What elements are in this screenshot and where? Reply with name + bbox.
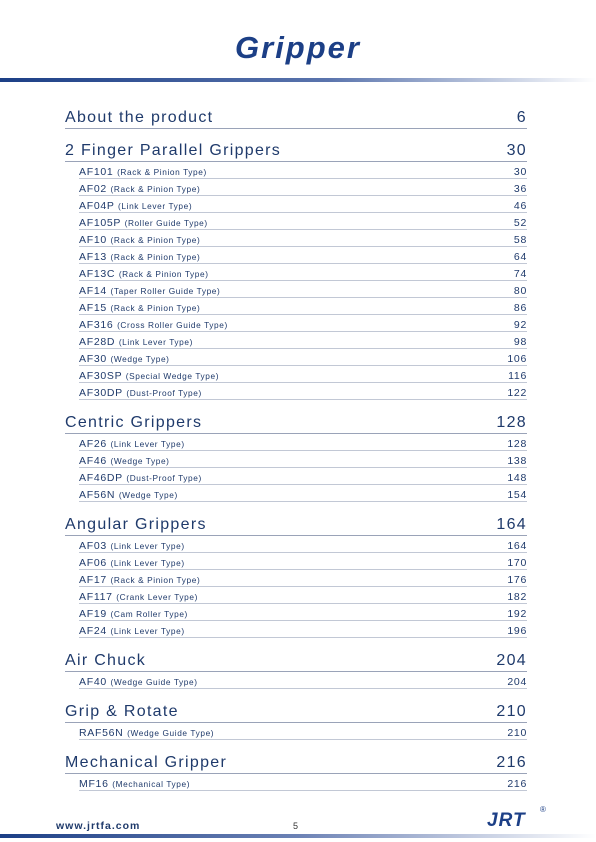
item-label <box>79 557 185 569</box>
item-page: 164 <box>507 540 527 552</box>
item-label <box>79 574 200 586</box>
item-type: (Cross Roller Guide Type) <box>117 320 228 330</box>
toc-item[interactable] <box>79 723 527 740</box>
item-code: AF14 <box>79 285 107 297</box>
item-page: 154 <box>507 489 527 501</box>
toc-section-heading[interactable] <box>65 105 527 129</box>
item-page: 58 <box>513 234 527 246</box>
item-page: 106 <box>507 353 527 365</box>
footer-gradient-bar <box>0 834 596 838</box>
item-type: (Link Lever Type) <box>110 541 185 551</box>
item-page: 80 <box>513 285 527 297</box>
item-label <box>79 489 178 501</box>
item-page: 128 <box>507 438 527 450</box>
item-type: (Rack & Pinion Type) <box>110 303 201 313</box>
item-page: 30 <box>513 166 527 178</box>
section-name: Centric Grippers <box>65 414 203 431</box>
item-code: AF13C <box>79 268 116 280</box>
item-label <box>79 778 190 790</box>
item-label <box>79 727 214 739</box>
item-code: AF30 <box>79 353 107 365</box>
item-code: AF13 <box>79 251 107 263</box>
item-code: AF30DP <box>79 387 123 399</box>
section-page: 164 <box>496 516 527 533</box>
toc-section <box>65 699 527 740</box>
toc-item[interactable] <box>79 298 527 315</box>
item-code: AF19 <box>79 608 107 620</box>
item-type: (Rack & Pinion Type) <box>117 167 207 177</box>
item-type: (Wedge Type) <box>110 354 170 364</box>
item-code: AF316 <box>79 319 114 331</box>
item-code: AF24 <box>79 625 107 637</box>
toc-item[interactable] <box>79 332 527 349</box>
item-code: AF28D <box>79 336 116 348</box>
toc-section <box>65 512 527 638</box>
registered-mark: ® <box>540 805 546 814</box>
item-code: AF06 <box>79 557 107 569</box>
item-page: 98 <box>513 336 527 348</box>
toc-section <box>65 410 527 502</box>
item-type: (Link Lever Type) <box>118 337 193 347</box>
item-type: (Taper Roller Guide Type) <box>110 286 221 296</box>
item-page: 122 <box>507 387 527 399</box>
section-page: 210 <box>496 703 527 720</box>
item-code: AF15 <box>79 302 107 314</box>
section-name: Grip & Rotate <box>65 703 179 720</box>
toc-item[interactable] <box>79 196 527 213</box>
section-page: 6 <box>516 109 527 126</box>
section-page: 128 <box>496 414 527 431</box>
item-label <box>79 455 170 467</box>
item-type: (Wedge Guide Type) <box>127 728 215 738</box>
item-code: AF101 <box>79 166 114 178</box>
jrt-logo: JRT <box>487 810 526 831</box>
toc-item[interactable] <box>79 672 527 689</box>
item-page: 52 <box>513 217 527 229</box>
item-label <box>79 625 185 637</box>
item-page: 182 <box>507 591 527 603</box>
toc-section-heading[interactable] <box>65 512 527 536</box>
item-label <box>79 251 200 263</box>
item-type: (Roller Guide Type) <box>124 218 208 228</box>
toc-item[interactable] <box>79 162 527 179</box>
item-page: 138 <box>507 455 527 467</box>
toc-item[interactable] <box>79 230 527 247</box>
item-label <box>79 370 219 382</box>
toc-item[interactable] <box>79 468 527 485</box>
item-page: 74 <box>513 268 527 280</box>
item-page: 204 <box>507 676 527 688</box>
item-code: AF46DP <box>79 472 123 484</box>
table-of-contents <box>65 105 527 801</box>
item-code: AF10 <box>79 234 107 246</box>
toc-item[interactable] <box>79 366 527 383</box>
item-label <box>79 353 170 365</box>
item-label <box>79 302 200 314</box>
item-label <box>79 608 188 620</box>
item-page: 148 <box>507 472 527 484</box>
toc-section-heading[interactable] <box>65 750 527 774</box>
item-type: (Link Lever Type) <box>118 201 193 211</box>
item-type: (Link Lever Type) <box>110 439 185 449</box>
item-label <box>79 676 198 688</box>
item-page: 216 <box>507 778 527 790</box>
item-type: (Rack & Pinion Type) <box>118 269 209 279</box>
item-type: (Link Lever Type) <box>110 558 185 568</box>
item-page: 92 <box>513 319 527 331</box>
toc-section <box>65 750 527 791</box>
item-label <box>79 183 200 195</box>
toc-item[interactable] <box>79 349 527 366</box>
section-name: About the product <box>65 109 214 126</box>
item-page: 46 <box>513 200 527 212</box>
toc-item[interactable] <box>79 485 527 502</box>
toc-item[interactable] <box>79 247 527 264</box>
item-page: 196 <box>507 625 527 637</box>
item-code: AF105P <box>79 217 121 229</box>
item-page: 176 <box>507 574 527 586</box>
item-type: (Wedge Guide Type) <box>110 677 198 687</box>
item-type: (Rack & Pinion Type) <box>110 235 201 245</box>
section-name: 2 Finger Parallel Grippers <box>65 142 282 159</box>
toc-item[interactable] <box>79 179 527 196</box>
toc-item[interactable] <box>79 621 527 638</box>
item-page: 210 <box>507 727 527 739</box>
item-type: (Rack & Pinion Type) <box>110 575 201 585</box>
item-label <box>79 540 185 552</box>
toc-item[interactable] <box>79 570 527 587</box>
item-page: 116 <box>508 370 527 382</box>
item-page: 192 <box>507 608 527 620</box>
section-page: 30 <box>506 142 527 159</box>
toc-section <box>65 105 527 129</box>
toc-item[interactable] <box>79 264 527 281</box>
item-label <box>79 472 202 484</box>
item-label <box>79 387 202 399</box>
item-type: (Cam Roller Type) <box>110 609 188 619</box>
item-type: (Link Lever Type) <box>110 626 185 636</box>
item-code: AF04P <box>79 200 115 212</box>
toc-item[interactable] <box>79 774 527 791</box>
item-label <box>79 268 209 280</box>
section-name: Mechanical Gripper <box>65 754 228 771</box>
header-gradient-bar <box>0 78 596 82</box>
item-type: (Rack & Pinion Type) <box>110 252 201 262</box>
item-page: 86 <box>513 302 527 314</box>
item-type: (Mechanical Type) <box>112 779 191 789</box>
item-type: (Special Wedge Type) <box>125 371 220 381</box>
toc-item[interactable] <box>79 604 527 621</box>
section-page: 216 <box>496 754 527 771</box>
item-label <box>79 285 220 297</box>
toc-section-heading[interactable] <box>65 138 527 162</box>
toc-item[interactable] <box>79 553 527 570</box>
toc-item[interactable] <box>79 434 527 451</box>
item-label <box>79 217 208 229</box>
item-code: AF17 <box>79 574 107 586</box>
item-type: (Dust-Proof Type) <box>126 388 202 398</box>
item-label <box>79 200 192 212</box>
toc-section <box>65 138 527 400</box>
page-number: 5 <box>293 821 299 831</box>
section-name: Angular Grippers <box>65 516 207 533</box>
toc-item[interactable] <box>79 587 527 604</box>
item-code: MF16 <box>79 778 109 790</box>
item-type: (Rack & Pinion Type) <box>110 184 201 194</box>
section-page: 204 <box>496 652 527 669</box>
item-label <box>79 438 185 450</box>
toc-section-heading[interactable] <box>65 410 527 434</box>
toc-item[interactable] <box>79 315 527 332</box>
toc-item[interactable] <box>79 213 527 230</box>
item-code: AF40 <box>79 676 107 688</box>
item-label <box>79 234 200 246</box>
item-page: 64 <box>513 251 527 263</box>
item-type: (Dust-Proof Type) <box>126 473 202 483</box>
page-title: Gripper <box>235 30 361 65</box>
item-code: AF46 <box>79 455 107 467</box>
item-code: AF117 <box>79 591 113 603</box>
item-code: AF56N <box>79 489 116 501</box>
toc-section-heading[interactable] <box>65 648 527 672</box>
footer-url: www.jrtfa.com <box>56 820 141 832</box>
item-code: AF02 <box>79 183 107 195</box>
item-code: AF30SP <box>79 370 123 382</box>
item-label <box>79 336 193 348</box>
toc-item[interactable] <box>79 451 527 468</box>
item-type: (Crank Lever Type) <box>116 592 198 602</box>
item-label <box>79 591 198 603</box>
toc-item[interactable] <box>79 383 527 400</box>
item-type: (Wedge Type) <box>110 456 170 466</box>
toc-section-heading[interactable] <box>65 699 527 723</box>
toc-item[interactable] <box>79 536 527 553</box>
item-code: RAF56N <box>79 727 124 739</box>
item-code: AF26 <box>79 438 107 450</box>
item-page: 170 <box>507 557 527 569</box>
item-type: (Wedge Type) <box>118 490 178 500</box>
item-label <box>79 319 228 331</box>
item-code: AF03 <box>79 540 107 552</box>
toc-section <box>65 648 527 689</box>
item-page: 36 <box>513 183 527 195</box>
toc-item[interactable] <box>79 281 527 298</box>
section-name: Air Chuck <box>65 652 147 669</box>
item-label <box>79 166 207 178</box>
